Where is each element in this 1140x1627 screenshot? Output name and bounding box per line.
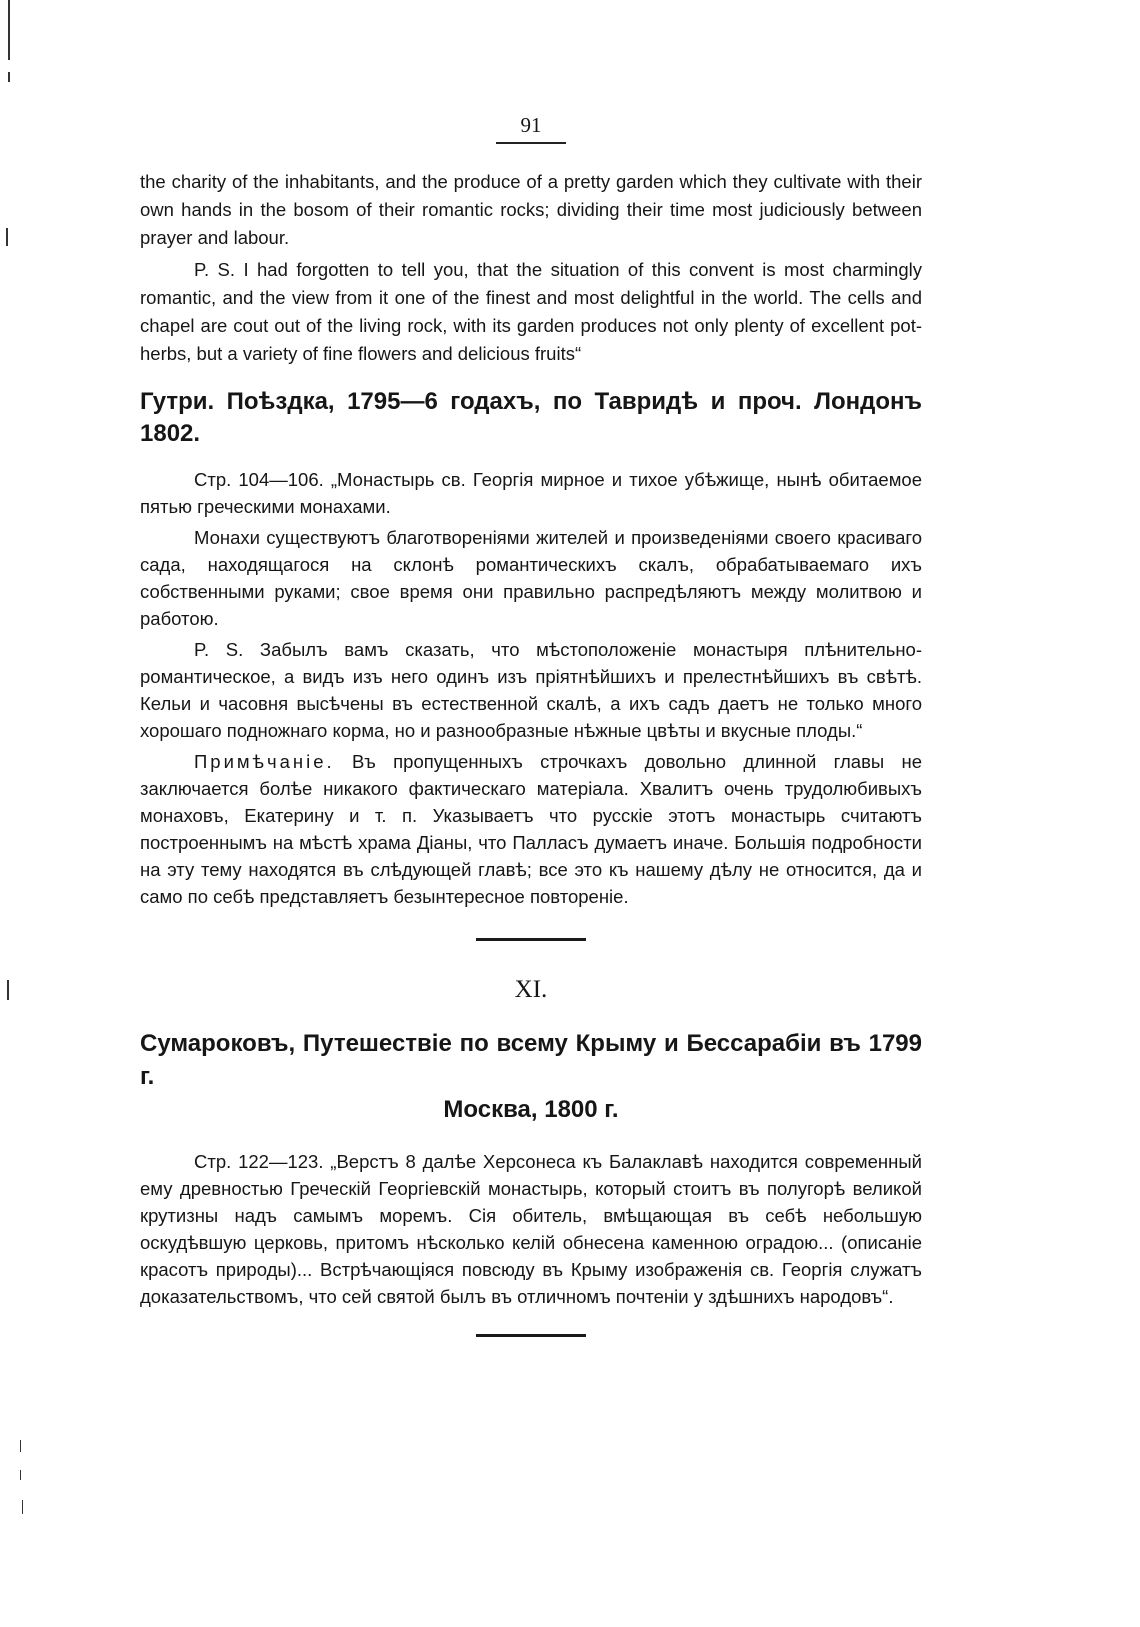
- english-quote: [140, 168, 922, 368]
- page-number-rule: [496, 142, 566, 144]
- section-heading: Гутри. Поѣздка, 1795—6 годахъ, по Тавридѣ и проч. Лондонъ 1802.: [140, 388, 922, 447]
- note-text: Въ пропущенныхъ строчкахъ довольно длинной главы не заключается болѣе никакого фактическаго матеріала. Хвалитъ очень трудолюбивыхъ монаховъ, Екатерину и т. п. Указываетъ что русскіе этотъ монастырь считаютъ построеннымъ на мѣстѣ храма Діаны, что Палласъ думаетъ иначе. Большія подробности на эту тему находятся въ слѣдующей главѣ; все это къ нашему дѣлу не относится, да и само по себѣ представляетъ безынтересное повтореніе.: [140, 751, 922, 907]
- section-body: [140, 1148, 922, 1310]
- scan-edge-mark: [6, 228, 8, 246]
- note-paragraph: [140, 748, 922, 910]
- section-heading: [140, 1027, 922, 1126]
- body-paragraph: Стр. 104—106. „Монастырь св. Георгія мирное и тихое убѣжище, нынѣ обитаемое пятью греческими монахами.: [140, 469, 922, 517]
- english-paragraph: P. S. I had forgotten to tell you, that the situation of this convent is most charmingly romantic, and the view from it one of the finest and most delightful in the world. The cells and chapel are cout out of the living rock, with its garden produces not only plenty of excellent pot-herbs, but a variety of fine flowers and delicious fruits“: [140, 259, 922, 364]
- section-body: [140, 466, 922, 910]
- body-paragraph: Стр. 122—123. „Верстъ 8 далѣе Херсонеса къ Балаклавѣ находится современный ему древностью Греческій Георгіевскій монастырь, который стоитъ въ полугорѣ великой крутизны надъ самымъ моремъ. Сія обитель, вмѣщающая въ себѣ небольшую оскудѣвшую церковь, притомъ нѣсколько келій обнесена каменною оградою... (описаніе красотъ природы)... Встрѣчающіяся повсюду въ Крыму изображенія св. Георгія служатъ доказательствомъ, что сей святой былъ въ отличномъ почтеніи у здѣшнихъ народовъ“.: [140, 1151, 922, 1307]
- body-paragraph: Монахи существуютъ благотвореніями жителей и произведеніями своего красиваго сада, находящагося на склонѣ романтическихъ скалъ, обрабатываемаго ихъ собственными руками; свое время они правильно распредѣляютъ между молитвою и работою.: [140, 527, 922, 629]
- body-paragraph: P. S. Забылъ вамъ сказать, что мѣстоположеніе монастыря плѣнительно-романтическое, а видъ изъ него одинъ изъ пріятнѣйшихъ и прелестнѣйшихъ въ свѣтѣ. Кельи и часовня высѣчены въ естественной скалѣ, а ихъ садъ даетъ не только много хорошаго подножнаго корма, но и разнообразные нѣжные цвѣты и вкусные плоды.“: [140, 639, 922, 741]
- document-page: [140, 112, 922, 1337]
- english-paragraph: the charity of the inhabitants, and the produce of a pretty garden which they cultivate with their own hands in the bosom of their romantic rocks; dividing their time most judiciously between prayer and labour.: [140, 171, 922, 248]
- note-label: Примѣчаніе.: [194, 751, 335, 772]
- chapter-number: XI.: [514, 976, 548, 1003]
- scan-edge-mark: [20, 1470, 21, 1480]
- scan-edge-mark: [8, 72, 10, 82]
- heading-line: Москва, 1800 г.: [443, 1096, 619, 1123]
- scan-edge-mark: [22, 1500, 23, 1514]
- heading-line: Сумароковъ, Путешествіе по всему Крыму и Бессарабіи въ 1799 г.: [140, 1030, 922, 1090]
- section-divider: [476, 1334, 586, 1337]
- scan-edge-mark: [7, 980, 9, 1000]
- scan-edge-mark: [20, 1440, 21, 1452]
- section-divider: [476, 938, 586, 941]
- scan-edge-mark: [8, 0, 10, 60]
- page-number: 91: [520, 113, 542, 137]
